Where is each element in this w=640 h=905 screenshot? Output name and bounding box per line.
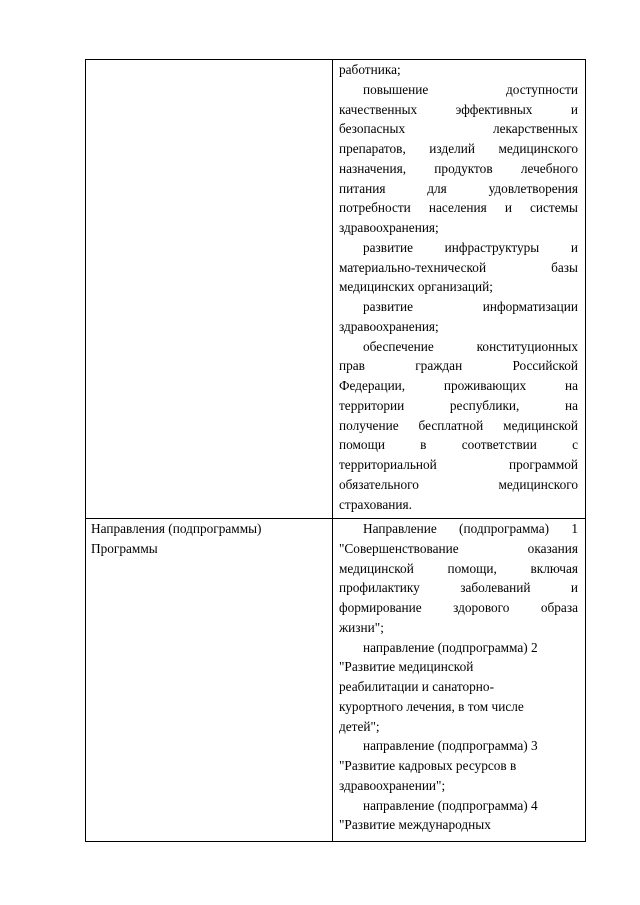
- text-line: повышение доступности: [363, 81, 578, 97]
- text-line: потребности населения и системы: [339, 200, 578, 216]
- text-line: медицинской помощи, включая: [339, 560, 578, 576]
- text-line: Федерации, проживающих на: [339, 378, 578, 393]
- text-line: курортного лечения, в том числе: [339, 698, 524, 714]
- text-line: "Совершенствование оказания: [339, 540, 578, 556]
- text-line: получение бесплатной медицинской: [339, 417, 578, 433]
- text-line: работника;: [339, 62, 401, 77]
- text-line: "Развитие кадровых ресурсов в: [339, 758, 517, 773]
- text-line: питания для удовлетворения: [339, 180, 578, 196]
- text-line: здравоохранении";: [339, 777, 446, 793]
- text-line: назначения, продуктов лечебного: [339, 160, 578, 176]
- text-line: направление (подпрограмма) 3: [363, 738, 538, 754]
- table-row: [86, 519, 586, 842]
- text-line: территориальной программой: [339, 457, 578, 472]
- text-line: жизни";: [339, 619, 384, 635]
- table-cell-content: [333, 60, 586, 519]
- text-line: профилактику заболеваний и: [339, 580, 578, 596]
- text-line: "Развитие международных: [339, 817, 491, 833]
- text-line: Направление (подпрограмма) 1: [363, 521, 578, 536]
- text-line: материально-технической базы: [339, 259, 578, 275]
- text-line: развитие инфраструктуры и: [363, 239, 578, 255]
- text-line: качественных эффективных и: [339, 101, 578, 117]
- text-line: реабилитации и санаторно-: [339, 679, 494, 694]
- text-line: "Развитие медицинской: [339, 659, 474, 675]
- text-line: страхования.: [339, 496, 412, 512]
- text-line: здравоохранения;: [339, 318, 439, 334]
- text-line: медицинских организаций;: [339, 279, 493, 295]
- text-line: обеспечение конституционных: [363, 338, 578, 354]
- text-line: здравоохранения;: [339, 220, 439, 235]
- text-line: прав граждан Российской: [339, 358, 578, 374]
- row-label-line: Программы: [91, 540, 158, 556]
- text-line: препаратов, изделий медицинского: [339, 141, 578, 156]
- text-line: безопасных лекарственных: [339, 121, 578, 137]
- text-line: формирование здорового образа: [339, 600, 578, 615]
- program-passport-table: [85, 59, 586, 842]
- text-line: направление (подпрограмма) 4: [363, 797, 538, 813]
- text-line: территории республики, на: [339, 397, 578, 413]
- table-cell-label: [86, 60, 333, 519]
- text-line: детей";: [339, 718, 380, 734]
- row-label-line: Направления (подпрограммы): [91, 521, 262, 536]
- table-cell-content: [333, 519, 586, 842]
- table-row: [86, 60, 586, 519]
- text-line: помощи в соответствии с: [339, 437, 578, 453]
- text-line: обязательного медицинского: [339, 476, 578, 492]
- text-line: направление (подпрограмма) 2: [363, 639, 538, 655]
- text-line: развитие информатизации: [363, 299, 578, 314]
- table-cell-label: [86, 519, 333, 842]
